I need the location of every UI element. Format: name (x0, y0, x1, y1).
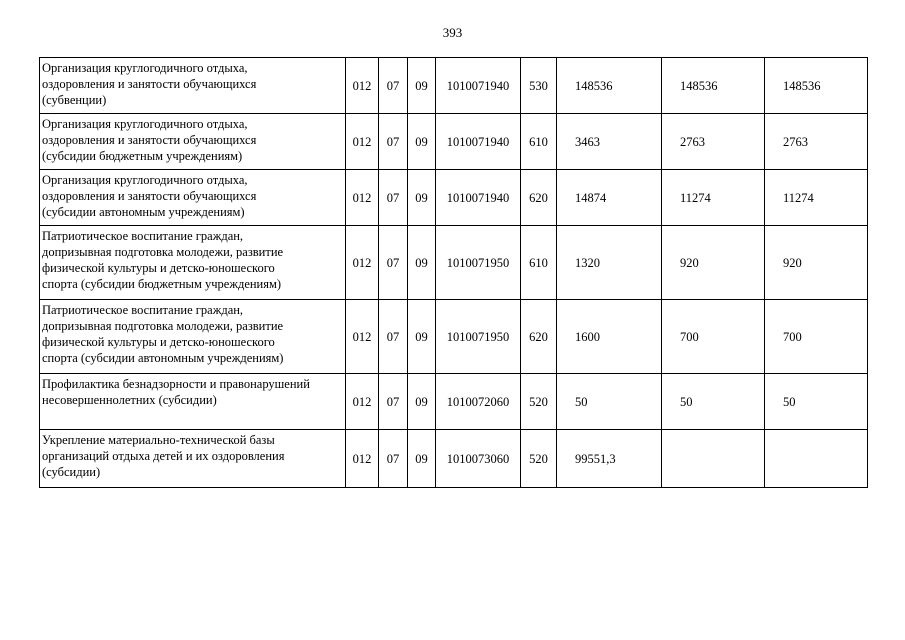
section-code-cell: 07 (379, 226, 408, 300)
ved-code-cell: 012 (346, 114, 379, 170)
subsection-code-cell: 09 (408, 58, 436, 114)
budget-table (39, 57, 868, 488)
subsection-code-cell: 09 (408, 430, 436, 488)
amount-year2-cell: 700 (662, 300, 765, 374)
ved-code-cell: 012 (346, 430, 379, 488)
target-article-cell: 1010073060 (436, 430, 521, 488)
expense-type-cell: 520 (521, 430, 557, 488)
table-body (40, 58, 868, 488)
amount-year3-cell: 700 (765, 300, 868, 374)
row-name-line: спорта (субсидии автономным учреждениям) (42, 351, 284, 365)
row-name-line: (субсидии автономным учреждениям) (42, 205, 245, 219)
expense-type-cell: 530 (521, 58, 557, 114)
amount-year1-cell: 1320 (557, 226, 662, 300)
amount-year1-cell: 14874 (557, 170, 662, 226)
row-name-line: физической культуры и детско-юношеского (42, 261, 275, 275)
amount-year2-cell: 920 (662, 226, 765, 300)
ved-code-cell: 012 (346, 58, 379, 114)
table-row (40, 300, 868, 374)
section-code-cell: 07 (379, 114, 408, 170)
ved-code-cell: 012 (346, 226, 379, 300)
row-name-line: Профилактика безнадзорности и правонарушений (42, 377, 310, 391)
section-code-cell: 07 (379, 300, 408, 374)
page-number: 393 (442, 25, 463, 40)
section-code-cell: 07 (379, 430, 408, 488)
table-row (40, 374, 868, 430)
amount-year2-cell: 50 (662, 374, 765, 430)
subsection-code-cell: 09 (408, 374, 436, 430)
row-name-line: Организация круглогодичного отдыха, (42, 117, 248, 131)
amount-year2-cell: 2763 (662, 114, 765, 170)
target-article-cell: 1010071950 (436, 300, 521, 374)
row-name-line: Организация круглогодичного отдыха, (42, 173, 248, 187)
row-name-line: физической культуры и детско-юношеского (42, 335, 275, 349)
target-article-cell: 1010072060 (436, 374, 521, 430)
target-article-cell: 1010071950 (436, 226, 521, 300)
amount-year2-cell: 148536 (662, 58, 765, 114)
row-name-line: организаций отдыха детей и их оздоровления (42, 449, 285, 463)
row-name-line: оздоровления и занятости обучающихся (42, 133, 257, 147)
table-row (40, 430, 868, 488)
amount-year3-cell: 920 (765, 226, 868, 300)
row-name-cell (40, 430, 346, 488)
row-name-line: оздоровления и занятости обучающихся (42, 189, 257, 203)
row-name-cell (40, 114, 346, 170)
amount-year3-cell (765, 430, 868, 488)
amount-year2-cell (662, 430, 765, 488)
subsection-code-cell: 09 (408, 170, 436, 226)
row-name-line: спорта (субсидии бюджетным учреждениям) (42, 277, 282, 291)
ved-code-cell: 012 (346, 300, 379, 374)
expense-type-cell: 610 (521, 226, 557, 300)
subsection-code-cell: 09 (408, 114, 436, 170)
ved-code-cell: 012 (346, 374, 379, 430)
section-code-cell: 07 (379, 374, 408, 430)
row-name-line: допризывная подготовка молодежи, развитие (42, 245, 284, 259)
amount-year1-cell: 99551,3 (557, 430, 662, 488)
amount-year3-cell: 2763 (765, 114, 868, 170)
row-name-line: Укрепление материально-технической базы (42, 433, 275, 447)
section-code-cell: 07 (379, 170, 408, 226)
amount-year3-cell: 50 (765, 374, 868, 430)
subsection-code-cell: 09 (408, 226, 436, 300)
row-name-cell (40, 226, 346, 300)
row-name-line: (субсидии бюджетным учреждениям) (42, 149, 243, 163)
target-article-cell: 1010071940 (436, 170, 521, 226)
row-name-line: оздоровления и занятости обучающихся (42, 77, 257, 91)
row-name-line: Организация круглогодичного отдыха, (42, 61, 248, 75)
row-name-line: (субсидии) (42, 465, 101, 479)
row-name-line: несовершеннолетних (субсидии) (42, 393, 217, 407)
amount-year2-cell: 11274 (662, 170, 765, 226)
ved-code-cell: 012 (346, 170, 379, 226)
table-row (40, 58, 868, 114)
row-name-line: Патриотическое воспитание граждан, (42, 303, 244, 317)
expense-type-cell: 610 (521, 114, 557, 170)
row-name-cell (40, 374, 346, 430)
amount-year1-cell: 3463 (557, 114, 662, 170)
amount-year3-cell: 11274 (765, 170, 868, 226)
expense-type-cell: 620 (521, 300, 557, 374)
row-name-line: Патриотическое воспитание граждан, (42, 229, 244, 243)
amount-year1-cell: 50 (557, 374, 662, 430)
expense-type-cell: 620 (521, 170, 557, 226)
section-code-cell: 07 (379, 58, 408, 114)
row-name-line: допризывная подготовка молодежи, развитие (42, 319, 284, 333)
row-name-line: (субвенции) (42, 93, 107, 107)
amount-year3-cell: 148536 (765, 58, 868, 114)
row-name-cell (40, 58, 346, 114)
table-row (40, 170, 868, 226)
row-name-cell (40, 170, 346, 226)
subsection-code-cell: 09 (408, 300, 436, 374)
amount-year1-cell: 148536 (557, 58, 662, 114)
row-name-cell (40, 300, 346, 374)
expense-type-cell: 520 (521, 374, 557, 430)
target-article-cell: 1010071940 (436, 114, 521, 170)
table-row (40, 114, 868, 170)
amount-year1-cell: 1600 (557, 300, 662, 374)
target-article-cell: 1010071940 (436, 58, 521, 114)
table-row (40, 226, 868, 300)
